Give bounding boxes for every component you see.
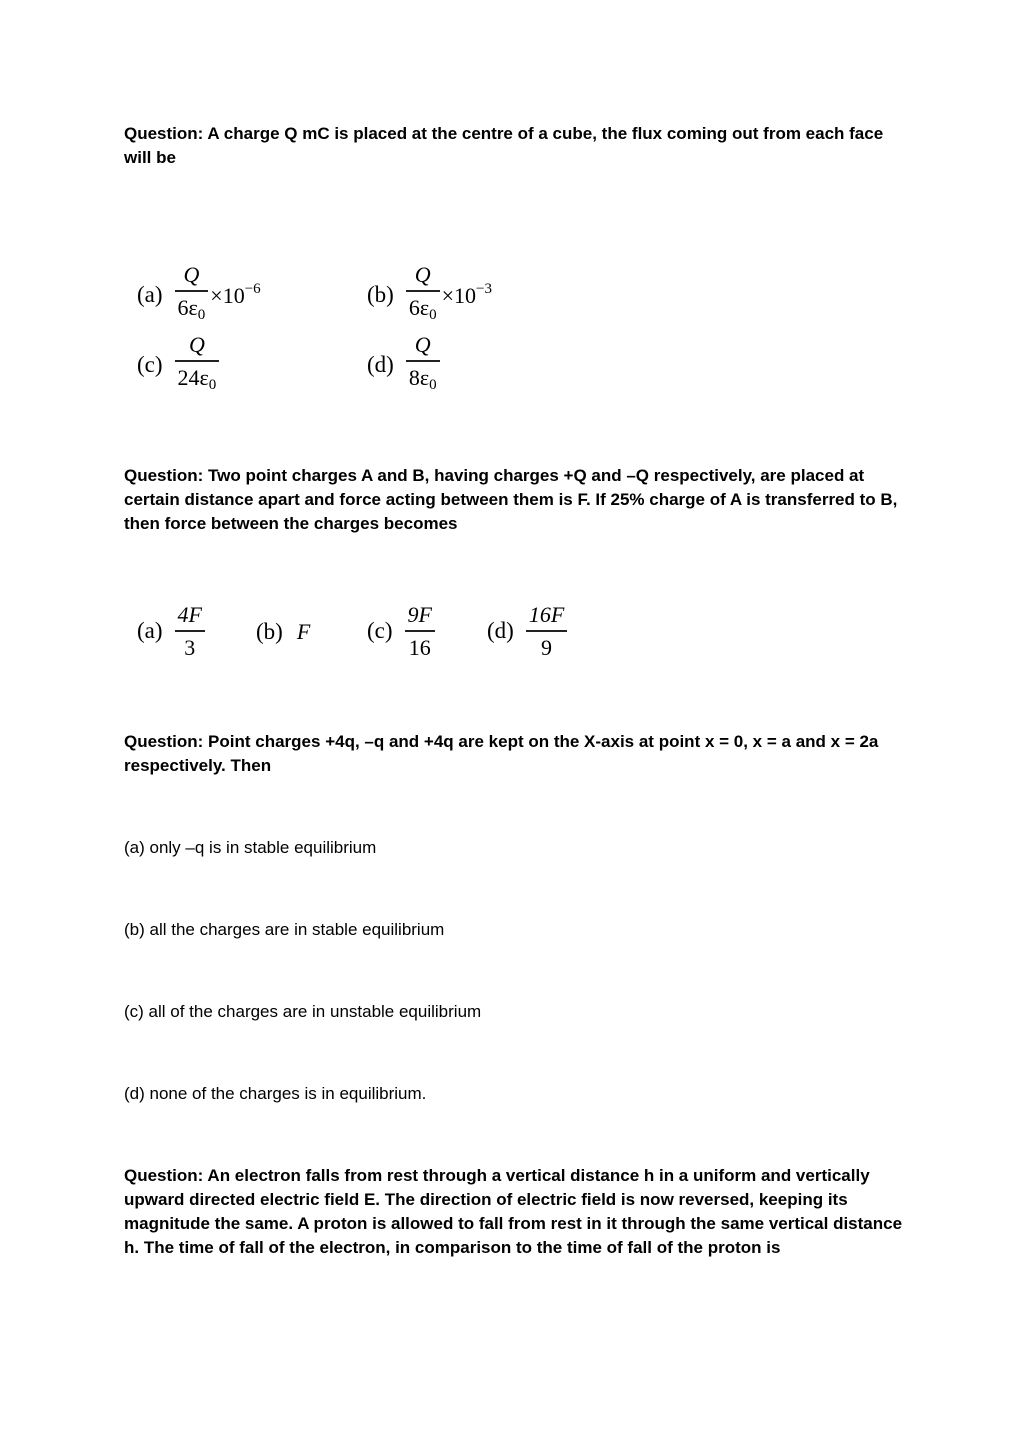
fraction bbox=[406, 262, 440, 328]
option-3d: (d) none of the charges is in equilibrium. bbox=[124, 1084, 427, 1103]
numerator: Q bbox=[188, 332, 205, 357]
numerator: 16F bbox=[528, 602, 565, 627]
option-1d bbox=[367, 332, 440, 398]
fraction bbox=[175, 262, 209, 328]
option-3b: (b) all the charges are in stable equilibrium bbox=[124, 920, 445, 939]
fraction bbox=[406, 332, 440, 398]
option-3c: (c) all of the charges are in unstable equilibrium bbox=[124, 1002, 482, 1021]
denominator bbox=[175, 292, 209, 328]
denominator: 9 bbox=[541, 634, 553, 660]
fraction bbox=[405, 602, 435, 661]
denominator-base: 24ε bbox=[177, 364, 209, 390]
question-4-text: Question: An electron falls from rest through a vertical distance h in a uniform and vertically upward directed electric field E. The direction of electric field is now reversed, keeping its magnitude the same. A proton is allowed to fall from rest in it through the same vertical distance h. The time of fall of the electron, in comparison to the time of fall of the proton is bbox=[124, 1166, 903, 1257]
option-2a bbox=[137, 602, 205, 661]
option-1b bbox=[367, 262, 492, 328]
exponent: −6 bbox=[244, 280, 261, 297]
multiplier-base: ×10 bbox=[441, 282, 476, 308]
exponent: −3 bbox=[476, 280, 492, 297]
multiplier bbox=[442, 281, 492, 309]
denominator bbox=[406, 362, 440, 398]
subscript: 0 bbox=[429, 306, 437, 323]
option-label: (c) bbox=[367, 618, 393, 644]
numerator: 4F bbox=[177, 602, 202, 627]
option-label: (a) bbox=[137, 618, 163, 644]
multiplier bbox=[210, 281, 260, 309]
option-label: (a) bbox=[137, 281, 163, 307]
option-label: (b) bbox=[367, 281, 394, 307]
numerator: Q bbox=[183, 262, 200, 287]
fraction bbox=[175, 332, 220, 398]
option-label: (d) bbox=[367, 351, 394, 377]
option-1c bbox=[137, 332, 219, 398]
denominator-base: 8ε bbox=[408, 364, 430, 390]
option-label: (c) bbox=[137, 351, 163, 377]
option-label: (d) bbox=[487, 618, 514, 644]
option-2d bbox=[487, 602, 567, 661]
question-3-text: Question: Point charges +4q, –q and +4q are kept on the X-axis at point x = 0, x = a and x = 2a respectively. Then bbox=[124, 732, 879, 775]
subscript: 0 bbox=[429, 376, 437, 393]
option-1a bbox=[137, 262, 261, 328]
fraction bbox=[175, 602, 205, 661]
denominator: 16 bbox=[408, 634, 431, 660]
multiplier-base: ×10 bbox=[210, 282, 245, 308]
denominator bbox=[406, 292, 440, 328]
subscript: 0 bbox=[197, 306, 206, 323]
denominator-base: 6ε bbox=[408, 294, 430, 320]
question-1-text: Question: A charge Q mC is placed at the centre of a cube, the flux coming out from each face will be bbox=[124, 124, 884, 167]
numerator: Q bbox=[414, 332, 431, 357]
denominator-base: 6ε bbox=[177, 294, 198, 320]
option-value: F bbox=[296, 619, 311, 644]
denominator: 3 bbox=[184, 634, 196, 660]
numerator: Q bbox=[414, 262, 431, 287]
option-label: (b) bbox=[256, 619, 283, 644]
denominator bbox=[175, 362, 220, 398]
numerator: 9F bbox=[407, 602, 432, 627]
option-2c bbox=[367, 602, 435, 661]
fraction bbox=[526, 602, 567, 661]
subscript: 0 bbox=[208, 376, 217, 393]
option-2b bbox=[256, 602, 310, 662]
question-2-text: Question: Two point charges A and B, having charges +Q and –Q respectively, are placed at certain distance apart and force acting between them is F. If 25% charge of A is transferred to B, then force between the charges becomes bbox=[124, 466, 898, 533]
option-3a: (a) only –q is in stable equilibrium bbox=[124, 838, 377, 857]
